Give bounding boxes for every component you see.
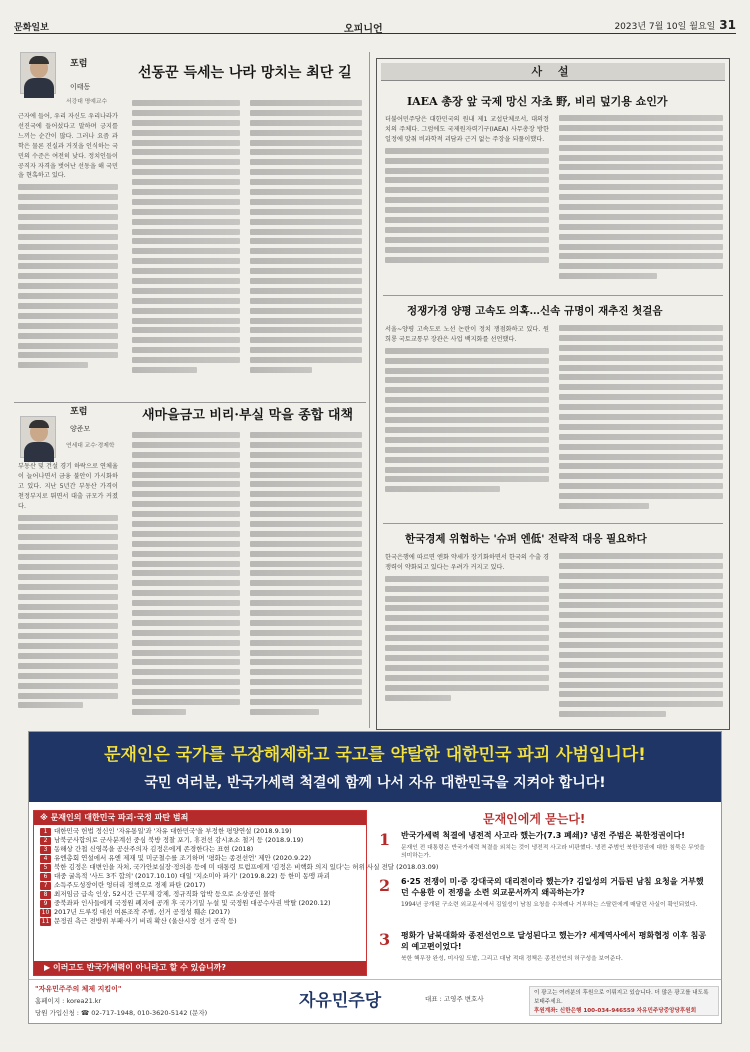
list-item: 1 대한민국 헌법 정신인 '자유통일'과 '자유 대한민국'을 부정한 평양연설 (2018.9.19) [40, 827, 362, 836]
column-body [132, 100, 240, 396]
column-title: 새마을금고 비리·부실 막을 종합 대책 [142, 408, 353, 423]
section-divider [14, 402, 366, 403]
list-item: 5 북한 김정은 대변인을 자처, 국가안보실장·정의용 등에 미 대통령 트럼프에게 '김정은 비핵화 의지 있다'는 허위 사실 전달 (2018.03.09) [40, 863, 362, 872]
column-body [132, 432, 240, 724]
crimes-title: ※ 문재인의 대한민국 파괴·국정 파탄 범죄 [34, 811, 366, 825]
column-title: 선동꾼 득세는 나라 망치는 최단 길 [138, 65, 352, 81]
editorial-title: IAEA 총장 앞 국제 망신 자초 野, 비리 덮기용 쇼인가 [407, 95, 668, 108]
author-affiliation: 연세대 교수·경제학 [66, 443, 115, 449]
question-text: 반국가세력 척결에 냉전적 사고라 했는가(7.3 폐쇄)? 냉전 주범은 북한정권이다! [401, 831, 685, 840]
issue-date: 2023년 7월 10일 월요일 [614, 22, 716, 32]
author-name: 이태동 [70, 83, 91, 91]
party-homepage: 홈페이지 : korea21.kr [35, 997, 102, 1005]
column-label: 포럼 [70, 59, 88, 69]
column-lead: 부동산 및 건설 경기 하락으로 연체율이 늘어나면서 금융 불안이 가시화하고 있다. 지난 5년간 부동산 가격이 천정부지로 뛰면서 대출 규모가 커졌다. [18, 463, 118, 510]
party-representative: 대표 : 고영주 변호사 [425, 995, 484, 1003]
ad-headline: 문재인은 국가를 무장해제하고 국고를 약탈한 대한민국 파괴 사범입니다! [104, 745, 646, 765]
crimes-box [33, 810, 439, 976]
question-item: 2 6·25 전쟁이 미·중 강대국의 대리전이라 했는가? 김일성의 거듭된 남침 요청을 거부했던 수용한 이 전쟁을 소련 외교문서까지 왜곡하는가? 1994년 공개된 구소련 외교문서에서 김일성이 남침 요청을 수차례나 거부하는 스탈린에게 매달린 사실이 확인되었다. [373, 876, 717, 926]
question-body: 문재인 전 대통령은 반국가세력 척결을 외치는 것이 냉전적 사고라 비판했다. 냉전 주범인 북한정권에 대한 침묵은 무엇을 의미하는가. [401, 845, 705, 859]
donation-note: 이 광고는 여러분의 후원으로 이뤄지고 있습니다. 더 많은 광고를 내도록 보태주세요. 후원계좌: 신한은행 100-034-946559 자유민주당중앙당후원회 [529, 986, 719, 1016]
column-body [250, 432, 362, 724]
question-body: 북한 핵무장 완성, 미사일 도발, 그리고 대남 적대 정책은 종전선언의 허구성을 보여준다. [401, 956, 623, 962]
party-contact: 당원 가입신청 : ☎ 02-717-1948, 010-3620-5142 (문자) [35, 1009, 208, 1017]
author-photo [20, 416, 56, 458]
editorial-body [385, 325, 549, 521]
ad-subheadline: 국민 여러분, 반국가세력 척결에 함께 나서 자유 대한민국을 지켜야 합니다! [144, 775, 606, 791]
crimes-list [40, 827, 439, 926]
list-item: 3 동해상 간첩 신영복을 공산주의자 김정은에게 존경한다는 표현 (2018) [40, 845, 362, 854]
question-text: 평화가 남북대화와 종전선언으로 달성된다고 했는가? 세계역사에서 평화협정 이후 침공의 예고편이었다! [401, 931, 707, 951]
list-item: 10 2017년 드루킹 대선 여론조작 주범, 선거 공정성 훼손 (2017) [41, 908, 231, 916]
date-page [614, 18, 736, 32]
column-label: 포럼 [70, 407, 88, 417]
author-photo [20, 52, 56, 94]
column-lead: 근자에 들어, 우리 자신도 우리나라가 선진국에 들어섰다고 말하며 긍지를 느끼는 순간이 많다. 그러나 요즘 과학은 물론 진실과 거짓을 인식하는 국민의 수준은 여전히 낮다. 정치인들이 공직자 자격을 벗어난 선동을 해 국민을 현혹하고 있다. [18, 113, 118, 180]
list-item: 8 최저임금 급속 인상, 52시간 근무제 강제, 정규직화 압박 등으로 소상공인 몰락 [40, 890, 362, 899]
editorial-divider [383, 295, 723, 296]
party-logo: 자유민주당 [299, 991, 382, 1011]
paper-name: 문화일보 [14, 23, 49, 33]
questions-title: 문재인에게 묻는다! [483, 812, 586, 826]
ad-banner [29, 732, 721, 802]
author-name: 양준모 [70, 425, 91, 433]
column-body [18, 112, 118, 396]
list-item: 2 남북군사합의로 군사분계선 중심 북방 정찰 포기, 휴전선 감시초소 철거 등 (2018.9.19) [40, 836, 362, 845]
column-body [18, 462, 118, 724]
editorial-box [376, 58, 730, 730]
editorial-body [385, 115, 549, 291]
editorial-lead: 서울~양평 고속도로 노선 논란이 정치 쟁점화하고 있다. 원희룡 국토교통부 장관은 사업 백지화를 선언했다. [385, 326, 549, 343]
party-slogan: "자유민주주의 체제 지킴이" [35, 985, 122, 993]
text-lines [18, 184, 118, 368]
list-item: 4 유엔총회 연설에서 유엔 제재 및 미군철수를 조기하며 '평화는 종전선언' 제안 (2020.9.22) [40, 854, 362, 863]
editorial-title: 정쟁가경 양평 고속도 의혹…신속 규명이 재추진 첫걸음 [407, 305, 663, 317]
page-header [14, 18, 736, 34]
editorial-title: 한국경제 위협하는 '슈퍼 엔低' 전략적 대응 필요하다 [405, 533, 647, 545]
question-body: 1994년 공개된 구소련 외교문서에서 김일성이 남침 요청을 수차례나 거부하는 스탈린에게 매달린 사실이 확인되었다. [401, 902, 698, 908]
crimes-footer: ▶ 이러고도 반국가세력이 아니라고 할 수 있습니까? [34, 961, 366, 975]
questions-box [373, 810, 717, 976]
list-item: 11 문정권 측근 전방위 부패·사기 비리 확산 (울산시장 선거 공작 등) [41, 917, 237, 925]
ad-footer [29, 979, 721, 1023]
editorial-divider [383, 523, 723, 524]
editorial-body [559, 325, 723, 521]
editorial-lead: 더불어민주당은 대한민국의 원내 제1 교섭단체로서, 대의정치의 주체다. 그럼에도 국제원자력기구(IAEA) 사무총장 방한 일정에 맞춰 비과학적 괴담과 근거 없는 주장을 되풀이했다. [385, 116, 549, 143]
political-advertisement [28, 731, 722, 1024]
editorial-lead: 한국은행에 따르면 엔화 약세가 장기화하면서 한국의 수출 경쟁력이 약화되고 있다는 우려가 커지고 있다. [385, 554, 549, 571]
editorial-body [385, 553, 549, 725]
question-text: 6·25 전쟁이 미·중 강대국의 대리전이라 했는가? 김일성의 거듭된 남침 요청을 거부했던 수용한 이 전쟁을 소련 외교문서까지 왜곡하는가? [401, 877, 704, 897]
page-number: 31 [719, 18, 736, 32]
editorial-banner: 사 설 [381, 63, 725, 81]
question-item: 1 반국가세력 척결에 냉전적 사고라 했는가(7.3 폐쇄)? 냉전 주범은 북한정권이다! 문재인 전 대통령은 반국가세력 척결을 외치는 것이 냉전적 사고라 비판했다. 냉전 주범인 북한정권에 대한 침묵은 무엇을 의미하는가. [373, 830, 717, 874]
question-item: 3 평화가 남북대화와 종전선언으로 달성된다고 했는가? 세계역사에서 평화협정 이후 침공의 예고편이었다! 북한 핵무장 완성, 미사일 도발, 그리고 대남 적대 정책은 종전선언의 허구성을 보여준다. [373, 930, 717, 974]
list-item: 9 중북좌파 인사들에게 국정원 폐지에 공개 후 국가기밀 누설 및 국정원 대공수사권 박탈 (2020.12) [40, 899, 362, 908]
column-rule [369, 52, 370, 728]
editorial-body [559, 115, 723, 291]
author-affiliation: 서강대 명예교수 [66, 99, 108, 105]
editorial-body [559, 553, 723, 725]
section-name: 오피니언 [344, 24, 383, 35]
column-body [250, 100, 362, 396]
list-item: 7 소득주도성장이란 엉터리 정책으로 경제 파탄 (2017) [40, 881, 362, 890]
list-item: 6 대중 굴욕적 '사드 3不 합의' (2017.10.10) 대일 '지소미아 파기' (2019.8.22) 등 한미 동맹 파괴 [40, 872, 362, 881]
